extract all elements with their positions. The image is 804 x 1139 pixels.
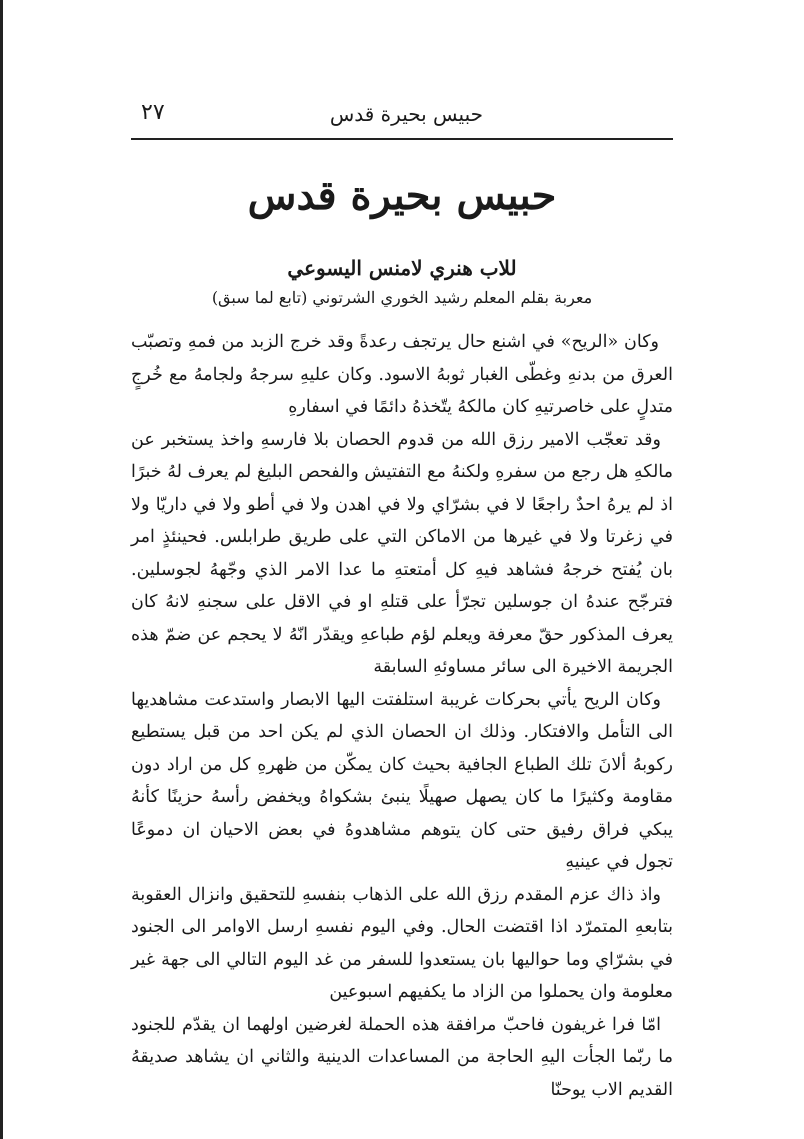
paragraph: واذ ذاك عزم المقدم رزق الله على الذهاب بنفسهِ للتحقيق وانزال العقوبة بتابعهِ المتمرّد اذا اقتضت الحال. وفي اليوم نفسهِ ارسل الاوامر الى الجنود في بشرّاي وما حواليها بان يستعدوا للسفر من غد اليوم التالي الى جهة غير معلومة وان يحملوا من الزاد ما يكفيهم اسبوعين xyxy=(131,884,673,1002)
article-body xyxy=(131,326,673,1106)
author-line: للاب هنري لامنس اليسوعي xyxy=(287,256,517,280)
paragraph: امّا فرا غريفون فاحبّ مرافقة هذه الحملة لغرضين اولهما ان يقدّم للجنود ما ربّما الجأت اليهِ الحاجة من المساعدات الدينية والثاني ان يشاهد صديقهُ القديم الاب يوحنّا xyxy=(131,1014,673,1100)
paragraph: وكان الريح يأتي بحركات غريبة استلفتت اليها الابصار واستدعت مشاهديها الى التأمل والافتكار. وذلك ان الحصان الذي لم يكن احد من قبل يستطيع ركوبهُ ألانَ تلك الطباع الجافية بحيث كان يمكّن من ظهرهِ كل من اراد دون مقاومة وكثيرًا ما كان يصهل صهيلًا ينبئ بشكواهُ ويخفض رأسهُ حزينًا كأنهُ يبكي فراق رفيق حتى كان يتوهم مشاهدوهُ في بعض الاحيان ان دموعًا تجول في عينيهِ xyxy=(131,689,673,872)
paragraph: وقد تعجّب الامير رزق الله من قدوم الحصان بلا فارسهِ واخذ يستخبر عن مالكهِ هل رجع من سفرهِ ولكنهُ مع التفتيش والفحص البليغ لم يعرف لهُ خبرًا اذ لم يرهُ احدٌ راجعًا لا في بشرّاي ولا في اهدن ولا في أطو ولا في داريّا ولا في زغرتا ولا في غيرها من الاماكن التي على طريق طرابلس. فحينئذٍ امر بان يُفتح خرجهُ فشاهد فيهِ كل أمتعتهِ ما عدا الامر الذي وجّههُ لجوسلين. فترجّح عندهُ ان جوسلين تجرّأ على قتلهِ او في الاقل على سجنهِ لانهُ كان يعرف المذكور حقّ معرفة ويعلم لؤم طباعهِ ويقدّر انّهُ لا يحجم عن ضمّ هذه الجريمة الاخيرة الى سائر مساوئهِ السابقة xyxy=(131,429,673,677)
running-head xyxy=(131,98,673,138)
translator-line: معربة بقلم المعلم رشيد الخوري الشرتوني (تابع لما سبق) xyxy=(211,288,593,307)
paragraph: وكان «الريح» في اشنع حال يرتجف رعدةً وقد خرج الزبد من فمهِ وتصبّب العرق من بدنهِ وغطّى الغبار ثوبهُ الاسود. وكان عليهِ سرجهُ ولجامهُ مع خُرجٍ متدلٍ على خاصرتيهِ كان مالكهُ يتّخذهُ دائمًا في اسفارهِ xyxy=(131,332,673,417)
page-number: ٢٧ xyxy=(141,100,165,125)
article-title: حبيس بحيرة قدس xyxy=(247,172,557,219)
header-rule xyxy=(131,138,673,140)
running-head-title: حبيس بحيرة قدس xyxy=(329,102,483,126)
